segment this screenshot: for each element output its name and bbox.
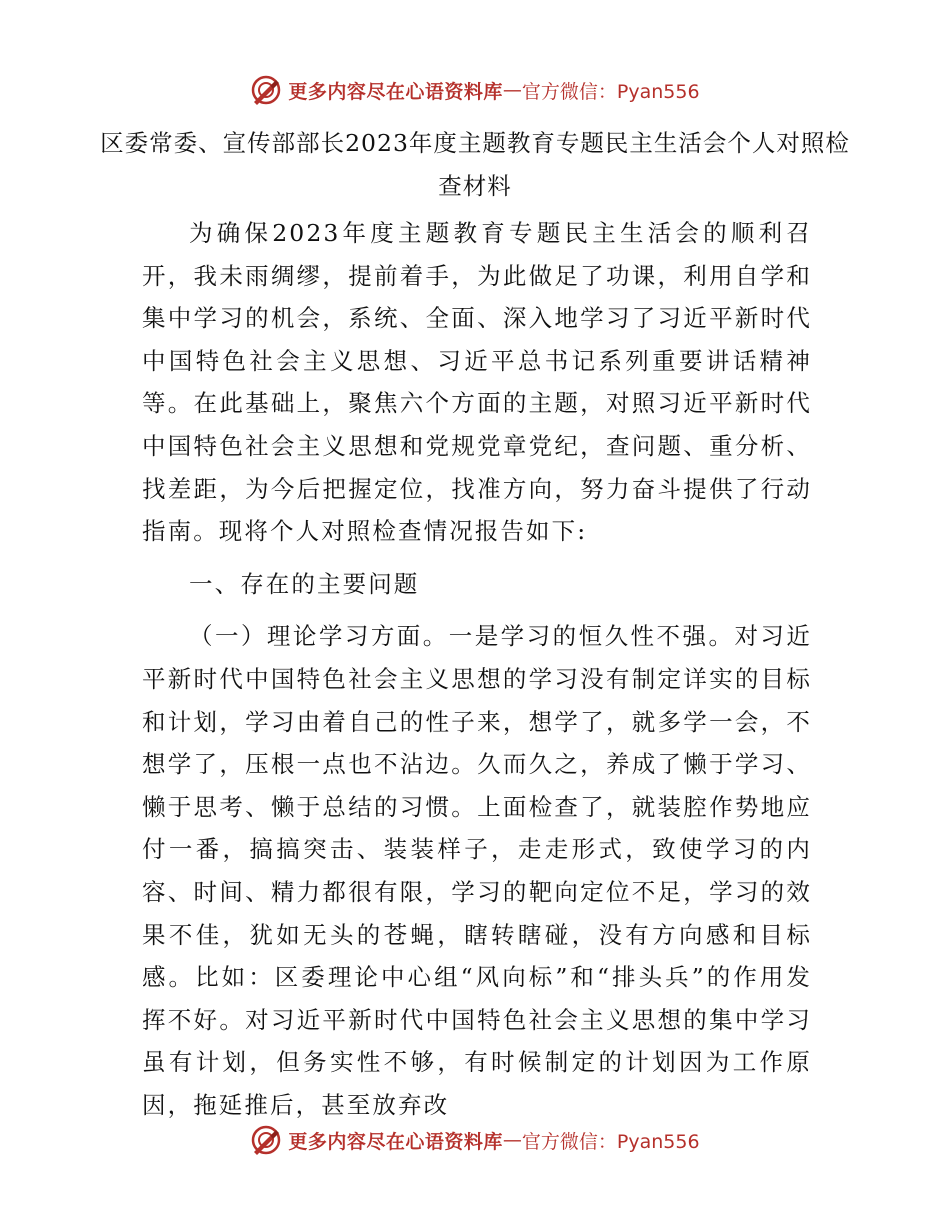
pen-logo-icon — [250, 74, 282, 106]
body-paragraph-1: （一）理论学习方面。一是学习的恒久性不强。对习近平新时代中国特色社会主义思想的学习没有制定详实的目标和计划，学习由着自己的性子来，想学了，就多学一会，不想学了，压根一点也不沾边。久而久之，养成了懒于学习、懒于思考、懒于总结的习惯。上面检查了，就装腔作势地应付一番，搞搞突击、装装样子，走走形式，致使学习的内容、时间、精力都很有限，学习的靶向定位不足，学习的效果不佳，犹如无头的苍蝇，瞎转瞎碰，没有方向感和目标感。比如：区委理论中心组“风向标”和“排头兵”的作用发挥不好。对习近平新时代中国特色社会主义思想的集中学习虽有计划，但务实性不够，有时候制定的计划因为工作原因，拖延推后，甚至放弃改 — [142, 622, 812, 1119]
watermark-contact-text: 官方微信：Pyan556 — [521, 1130, 700, 1153]
watermark-brand-text: 更多内容尽在心语资料库 — [288, 80, 503, 103]
watermark-contact-text: 官方微信：Pyan556 — [521, 80, 700, 103]
pen-logo-icon — [250, 1124, 282, 1156]
watermark-brand-text: 更多内容尽在心语资料库 — [288, 1130, 503, 1153]
header-watermark — [0, 70, 950, 110]
section-heading-1: 一、存在的主要问题 — [189, 569, 420, 598]
intro-paragraph: 为确保2023年度主题教育专题民主生活会的顺利召开，我未雨绸缪，提前着手，为此做足了功课，利用自学和集中学习的机会，系统、全面、深入地学习了习近平新时代中国特色社会主义思想、习近平总书记系列重要讲话精神等。在此基础上，聚焦六个方面的主题，对照习近平新时代中国特色社会主义思想和党规党章党纪，查问题、重分析、找差距，为今后把握定位，找准方向，努力奋斗提供了行动指南。现将个人对照检查情况报告如下: — [142, 219, 812, 546]
document-body — [142, 212, 812, 1126]
watermark-dash: — — [502, 1129, 522, 1151]
document-title: 区委常委、宣传部部长2023年度主题教育专题民主生活会个人对照检查材料 — [100, 129, 850, 200]
footer-watermark — [0, 1120, 950, 1160]
watermark-dash: — — [502, 79, 522, 101]
